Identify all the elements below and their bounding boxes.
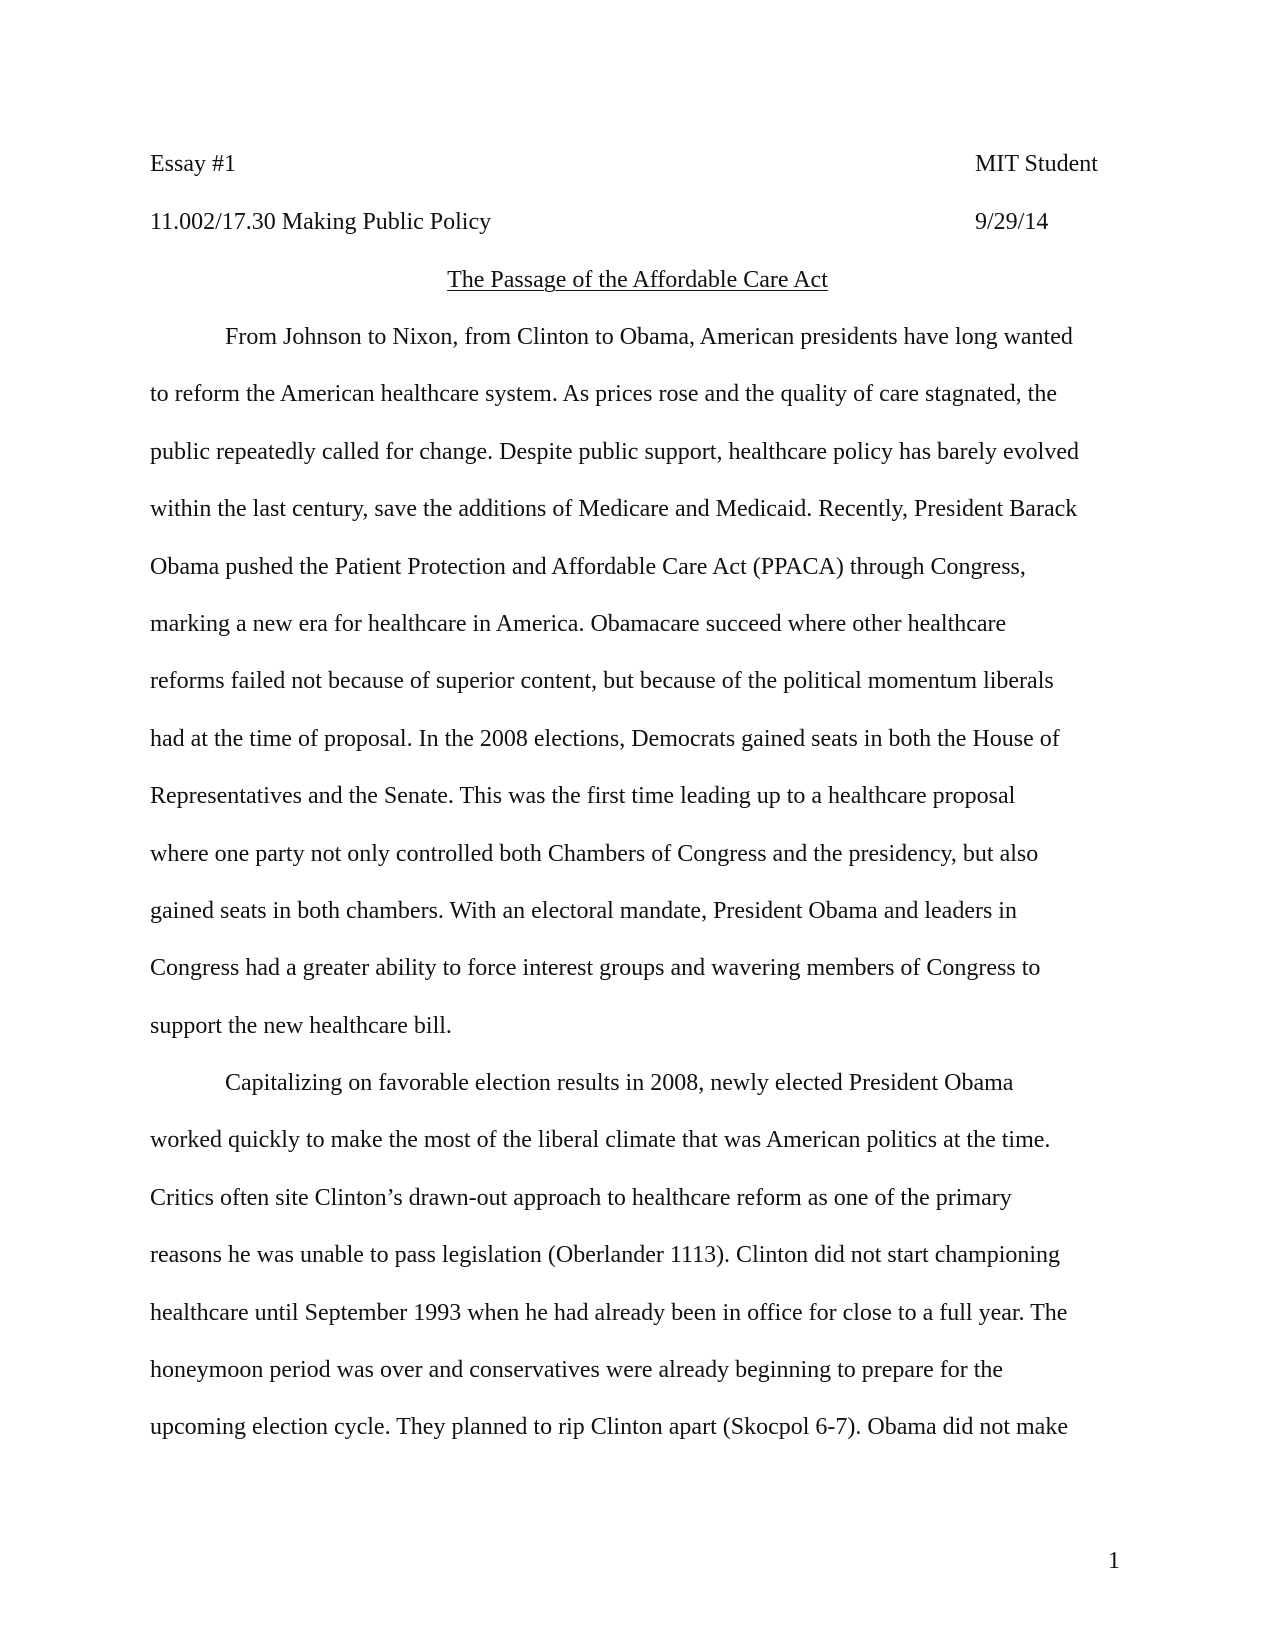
text-line: public repeatedly called for change. Despite public support, healthcare policy has barely evolved: [150, 438, 1079, 465]
text-line: upcoming election cycle. They planned to rip Clinton apart (Skocpol 6-7). Obama did not make: [150, 1414, 1068, 1441]
author-name: MIT Student: [975, 151, 1098, 177]
text-line: support the new healthcare bill.: [150, 1012, 452, 1039]
text-line: to reform the American healthcare system. As prices rose and the quality of care stagnated, the: [150, 381, 1057, 408]
text-line: Congress had a greater ability to force interest groups and wavering members of Congress to: [150, 955, 1041, 982]
paragraph-2: [150, 1068, 1150, 1470]
text-line: where one party not only controlled both Chambers of Congress and the presidency, but also: [150, 840, 1039, 867]
text-line: had at the time of proposal. In the 2008 elections, Democrats gained seats in both the House of: [150, 725, 1060, 752]
text-line: healthcare until September 1993 when he had already been in office for close to a full year. The: [150, 1299, 1068, 1326]
text-line: reasons he was unable to pass legislation (Oberlander 1113). Clinton did not start championing: [150, 1242, 1061, 1269]
essay-title-text: The Passage of the Affordable Care Act: [447, 267, 828, 293]
text-line: honeymoon period was over and conservatives were already beginning to prepare for the: [150, 1357, 1004, 1384]
page-number: 1: [1108, 1548, 1120, 1574]
text-line: reforms failed not because of superior content, but because of the political momentum liberals: [150, 668, 1054, 695]
text-line: within the last century, save the additions of Medicare and Medicaid. Recently, President Barack: [150, 496, 1078, 523]
text-line: From Johnson to Nixon, from Clinton to Obama, American presidents have long wanted: [225, 324, 1073, 350]
text-line: Critics often site Clinton’s drawn-out approach to healthcare reform as one of the primary: [150, 1184, 1012, 1211]
text-line: worked quickly to make the most of the liberal climate that was American politics at the time.: [150, 1127, 1051, 1154]
course-name: 11.002/17.30 Making Public Policy: [150, 209, 492, 235]
text-line: Representatives and the Senate. This was the first time leading up to a healthcare proposal: [150, 783, 1016, 810]
essay-body: [150, 322, 1150, 1470]
text-line: marking a new era for healthcare in America. Obamacare succeed where other healthcare: [150, 610, 1007, 637]
text-line: Capitalizing on favorable election results in 2008, newly elected President Obama: [225, 1070, 1014, 1097]
essay-date: 9/29/14: [975, 209, 1049, 235]
paragraph-1: [150, 322, 1150, 1068]
text-line: Obama pushed the Patient Protection and Affordable Care Act (PPACA) through Congress,: [150, 553, 1026, 580]
essay-label: Essay #1: [150, 151, 236, 177]
essay-title: [0, 265, 1275, 295]
text-line: gained seats in both chambers. With an electoral mandate, President Obama and leaders in: [150, 897, 1017, 924]
